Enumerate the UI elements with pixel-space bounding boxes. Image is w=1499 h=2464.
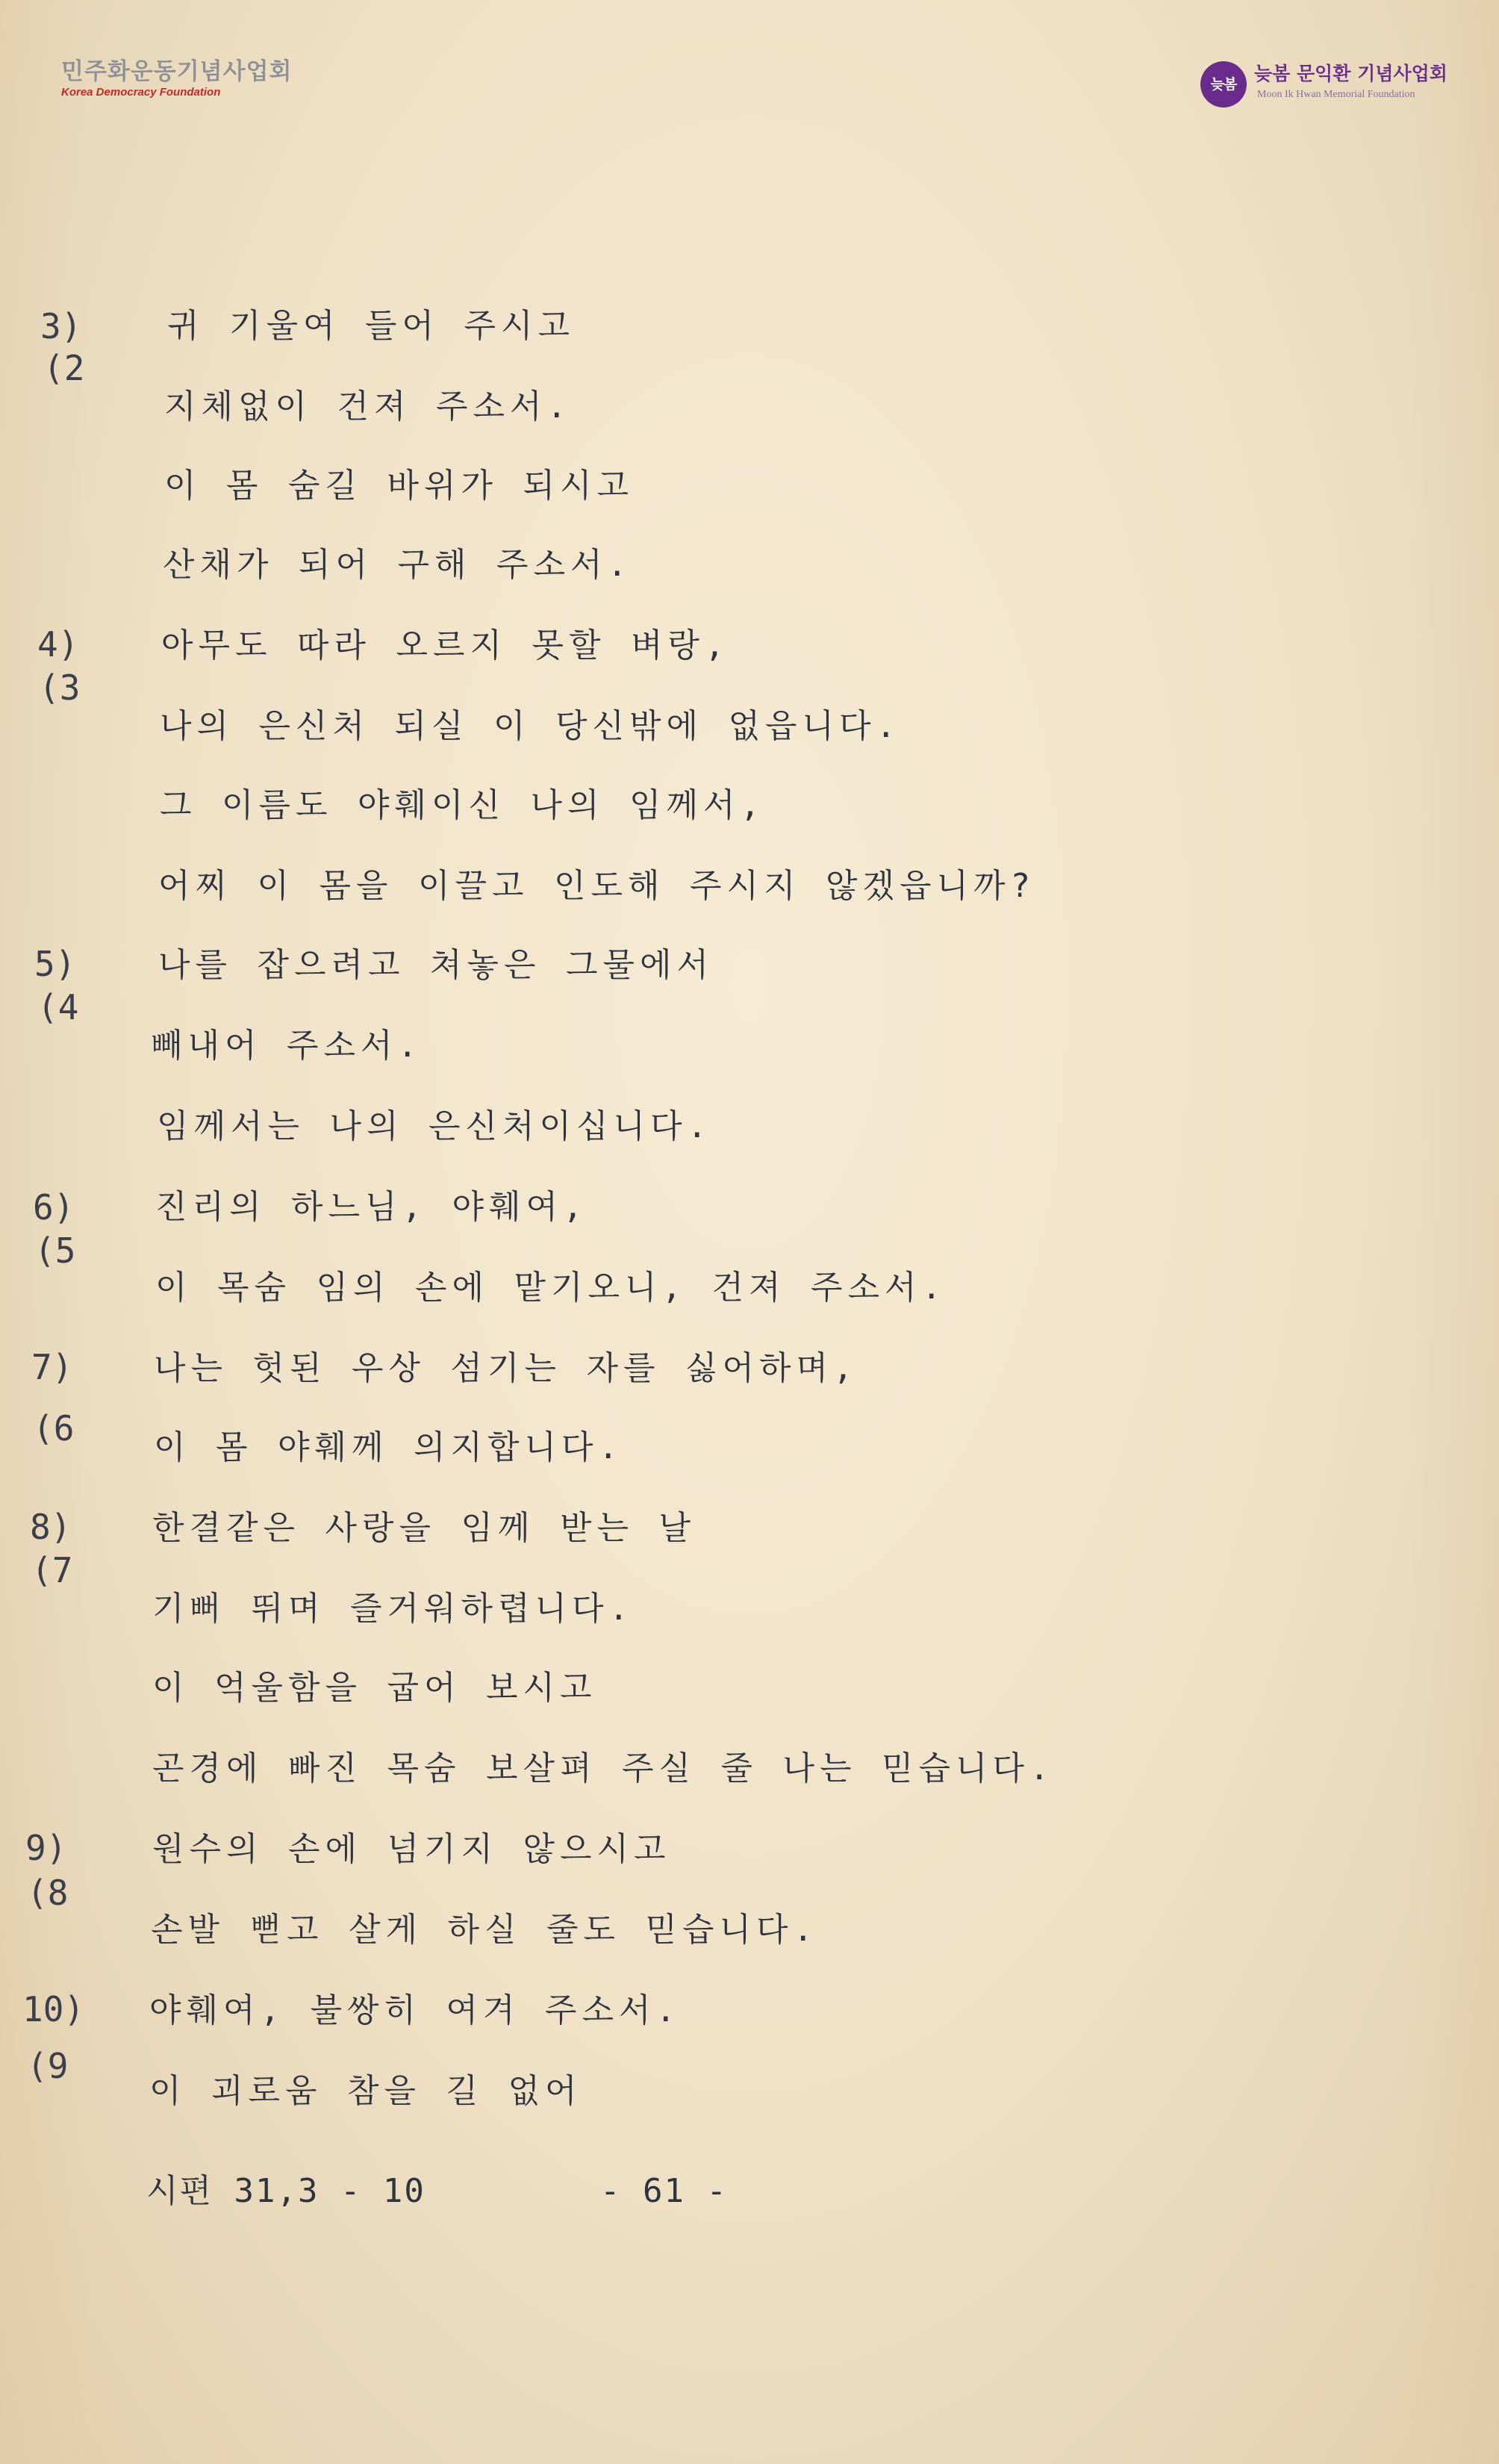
left-logo-english: Korea Democracy Foundation [61,86,221,99]
verse-number: 4) [37,624,79,665]
verse-number: 5) [34,944,76,984]
text-line: 지체없이 건져 주소서. [164,388,573,426]
right-logo-english: Moon Ik Hwan Memorial Foundation [1257,89,1415,100]
text-line: 나는 헛된 우상 섬기는 자를 싫어하며, [154,1349,858,1387]
verse-number-old: (7 [31,1550,73,1590]
text-line: 귀 기울여 들어 주시고 [167,307,576,345]
text-line: 임께서는 나의 은신처이십니다. [157,1107,713,1145]
text-line: 이 목숨 임의 손에 맡기오니, 건져 주소서. [155,1269,947,1307]
text-line: 그 이름도 야훼이신 나의 임께서, [160,786,766,824]
verse-number-old: (4 [37,987,79,1027]
left-logo-korean: 민주화운동기념사업회 [61,58,293,85]
text-line: 한결같은 사랑을 임께 받는 날 [152,1509,696,1547]
text-line: 아무도 따라 오르지 못할 벼랑, [161,626,730,665]
text-line: 손발 뻗고 살게 하실 줄도 믿습니다. [151,1911,818,1949]
text-line: 나의 은신처 되실 이 당신밖에 없읍니다. [160,707,902,745]
verse-number-old: (6 [33,1408,75,1449]
text-line: 원수의 손에 넘기지 않으시고 [152,1830,671,1868]
verse-number: 3) [40,306,82,346]
text-line: 곤경에 빠진 목숨 보살펴 주실 줄 나는 믿습니다. [152,1749,1055,1788]
verse-number-old: (2 [43,348,85,388]
verse-number-old: (5 [34,1231,76,1271]
text-line: 이 괴로움 참을 길 없어 [149,2072,582,2110]
moon-ik-hwan-foundation-logo [1200,60,1447,112]
verse-number-old: (8 [27,1873,69,1913]
text-line: 어찌 이 몸을 이끌고 인도해 주시지 않겠읍니까? [158,867,1036,905]
text-line: 산채가 되어 구해 주소서. [163,546,632,584]
text-line: 이 몸 야훼께 의지합니다. [154,1428,623,1466]
verse-number: 6) [33,1187,75,1228]
verse-number-old: (3 [39,668,81,708]
verse-number: 10) [22,1989,85,2029]
right-logo-korean: 늦봄 문익환 기념사업회 [1254,63,1447,84]
text-line: 기뻐 뛰며 즐거워하렵니다. [152,1590,635,1628]
verse-number: 8) [30,1507,72,1547]
verse-number: 9) [25,1828,67,1868]
text-line: 이 억울함을 굽어 보시고 [152,1669,597,1707]
verse-number-old: (9 [27,2046,69,2086]
text-line: 나를 잡으려고 쳐놓은 그물에서 [158,946,714,984]
text-line: 진리의 하느님, 야훼여, [155,1188,588,1226]
verse-number: 7) [31,1347,73,1387]
korea-democracy-foundation-logo [61,58,293,100]
page-number: - 61 - [600,2172,728,2210]
psalm-reference: 시편 31,3 - 10 [146,2172,426,2210]
text-line: 빼내어 주소서. [151,1027,423,1065]
neutbom-seal-icon: 늦봄 [1200,61,1247,108]
text-line: 이 몸 숨길 바위가 되시고 [164,467,634,505]
text-line: 야훼여, 불쌍히 여겨 주소서. [149,1991,681,2029]
